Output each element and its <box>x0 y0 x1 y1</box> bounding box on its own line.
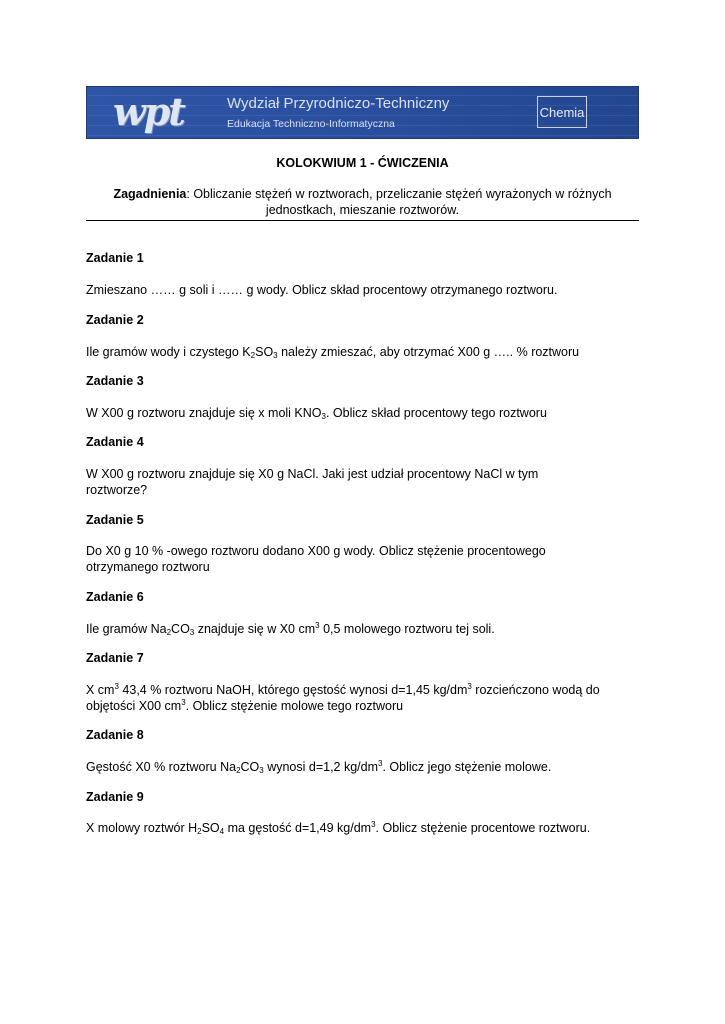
task-9-title: Zadanie 9 <box>86 790 144 804</box>
task-5-text: Do X0 g 10 % -owego roztworu dodano X00 g wody. Oblicz stężenie procentowego otrzymanego roztworu <box>86 544 546 574</box>
header-banner <box>86 86 639 139</box>
task-6-text: Ile gramów $Na_2CO_3$ znajduje się w X0 $cm^3$ 0,5 molowego roztworu tej soli. <box>86 621 495 637</box>
page-title: KOLOKWIUM 1 - ĆWICZENIA <box>276 156 449 170</box>
task-1-text: Zmieszano …… g soli i …… g wody. Oblicz skład procentowy otrzymanego roztworu. <box>86 283 558 297</box>
program-name: Edukacja Techniczno-Informatyczna <box>227 118 395 130</box>
task-8-title: Zadanie 8 <box>86 728 144 742</box>
task-9-text: X molowy roztwór $H_2SO_4$ ma gęstość d=1,49 $kg/dm^3$. Oblicz stężenie procentowe roztworu. <box>86 820 591 836</box>
topics-label: Zagadnienia <box>113 187 187 201</box>
task-4-title: Zadanie 4 <box>86 435 144 449</box>
task-2-text: Ile gramów wody i czystego $K_2SO_3$ należy zmieszać, aby otrzymać X00 g ….. % roztworu <box>86 345 580 360</box>
wpt-logo: wpt <box>113 89 184 134</box>
task-1-title: Zadanie 1 <box>86 251 144 265</box>
topics-paragraph <box>86 186 639 221</box>
task-7-title: Zadanie 7 <box>86 651 144 665</box>
task-7-text: X $cm^3$ 43,4 % roztworu NaOH, którego gęstość wynosi d=1,45 $kg/dm^3$ rozcieńczono wodą do objętości X00 $cm^3$. Oblicz stężenie molowe tego roztworu <box>86 682 600 713</box>
task-8-text: Gęstość X0 % roztworu $Na_2CO_3$ wynosi d=1,2 $kg/dm^3$. Oblicz jego stężenie molowe. <box>86 759 552 775</box>
task-6-title: Zadanie 6 <box>86 590 144 604</box>
subject-chemia-button[interactable]: Chemia <box>537 96 587 128</box>
task-3-text: W X00 g roztworu znajduje się x moli $KNO_3$. Oblicz skład procentowy tego roztworu <box>86 406 547 421</box>
task-4-text: W X00 g roztworu znajduje się X0 g NaCl. Jaki jest udział procentowy NaCl w tym roztworze? <box>86 467 539 497</box>
faculty-name: Wydział Przyrodniczo-Techniczny <box>227 95 450 112</box>
topics-text: : Obliczanie stężeń w roztworach, przeliczanie stężeń wyrażonych w różnych jednostkach, mieszanie roztworów. <box>186 187 612 217</box>
task-5-title: Zadanie 5 <box>86 513 144 527</box>
task-2-title: Zadanie 2 <box>86 313 144 327</box>
task-3-title: Zadanie 3 <box>86 374 144 388</box>
